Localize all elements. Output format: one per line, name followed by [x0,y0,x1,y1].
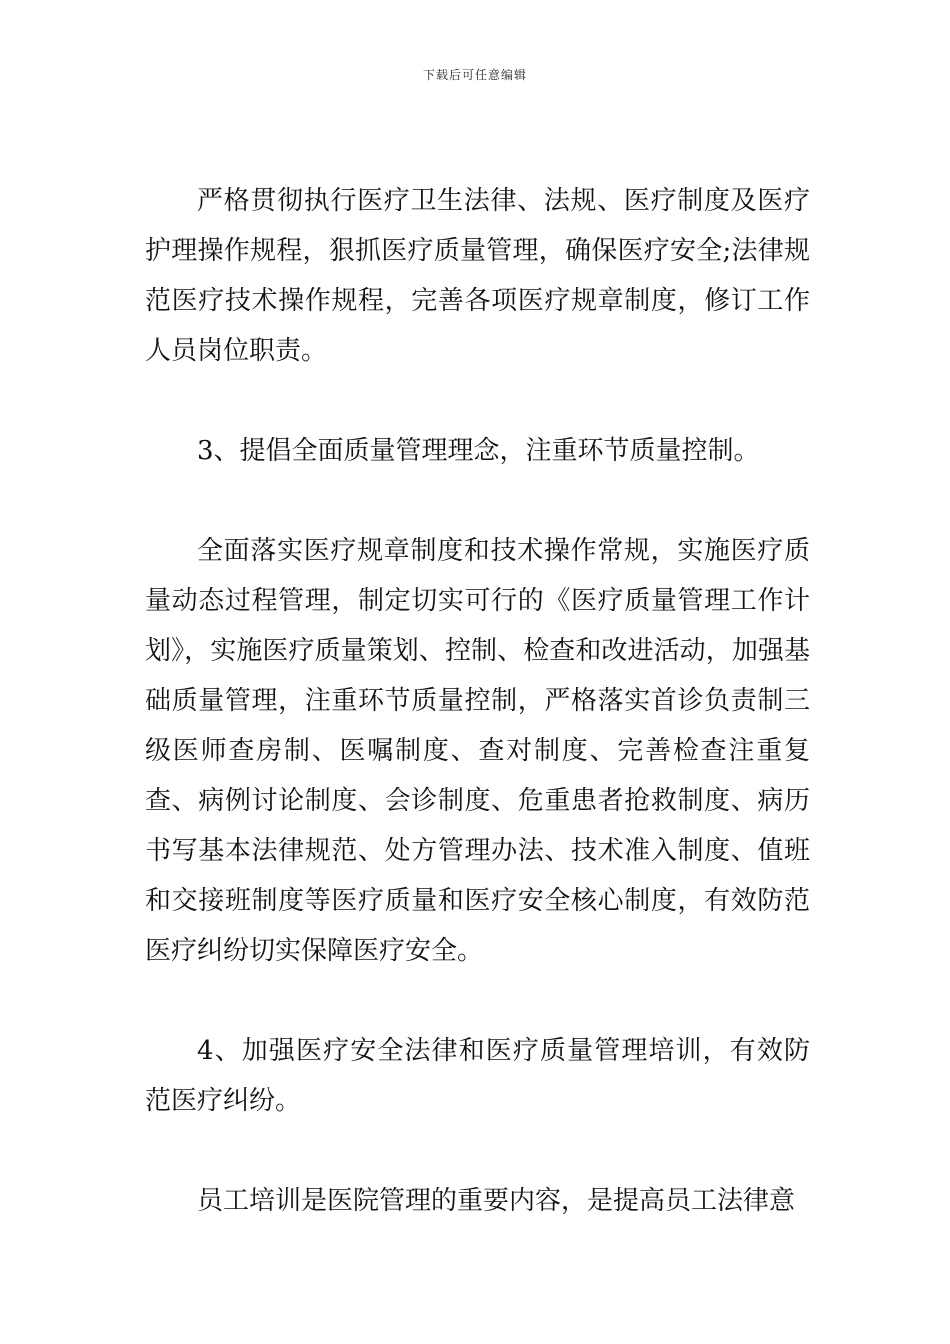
paragraph-implementation: 全面落实医疗规章制度和技术操作常规，实施医疗质量动态过程管理，制定切实可行的《医疗质量管理工作计划》，实施医疗质量策划、控制、检查和改进活动，加强基础质量管理，注重环节质量控制，严格落实首诊负责制三级医师查房制、医嘱制度、查对制度、完善检查注重复查、病例讨论制度、会诊制度、危重患者抢救制度、病历书写基本法律规范、处方管理办法、技术准入制度、值班和交接班制度等医疗质量和医疗安全核心制度，有效防范医疗纠纷切实保障医疗安全。 [145,536,810,966]
paragraph-staff-training: 员工培训是医院管理的重要内容，是提高员工法律意 [197,1186,796,1216]
section-heading-4: 4、加强医疗安全法律和医疗质量管理培训，有效防范医疗纠纷。 [145,1036,810,1116]
document-body [145,176,810,1226]
paragraph-gap [145,476,810,526]
paragraph-gap [145,976,810,1026]
page-header: 下载后可任意编辑 [422,68,527,82]
section-heading-3: 3、提倡全面质量管理理念，注重环节质量控制。 [197,436,760,466]
paragraph-quality-regulations: 严格贯彻执行医疗卫生法律、法规、医疗制度及医疗护理操作规程，狠抓医疗质量管理，确保医疗安全;法律规范医疗技术操作规程，完善各项医疗规章制度，修订工作人员岗位职责。 [145,186,810,366]
paragraph-gap [145,1126,810,1176]
paragraph-gap [145,376,810,426]
